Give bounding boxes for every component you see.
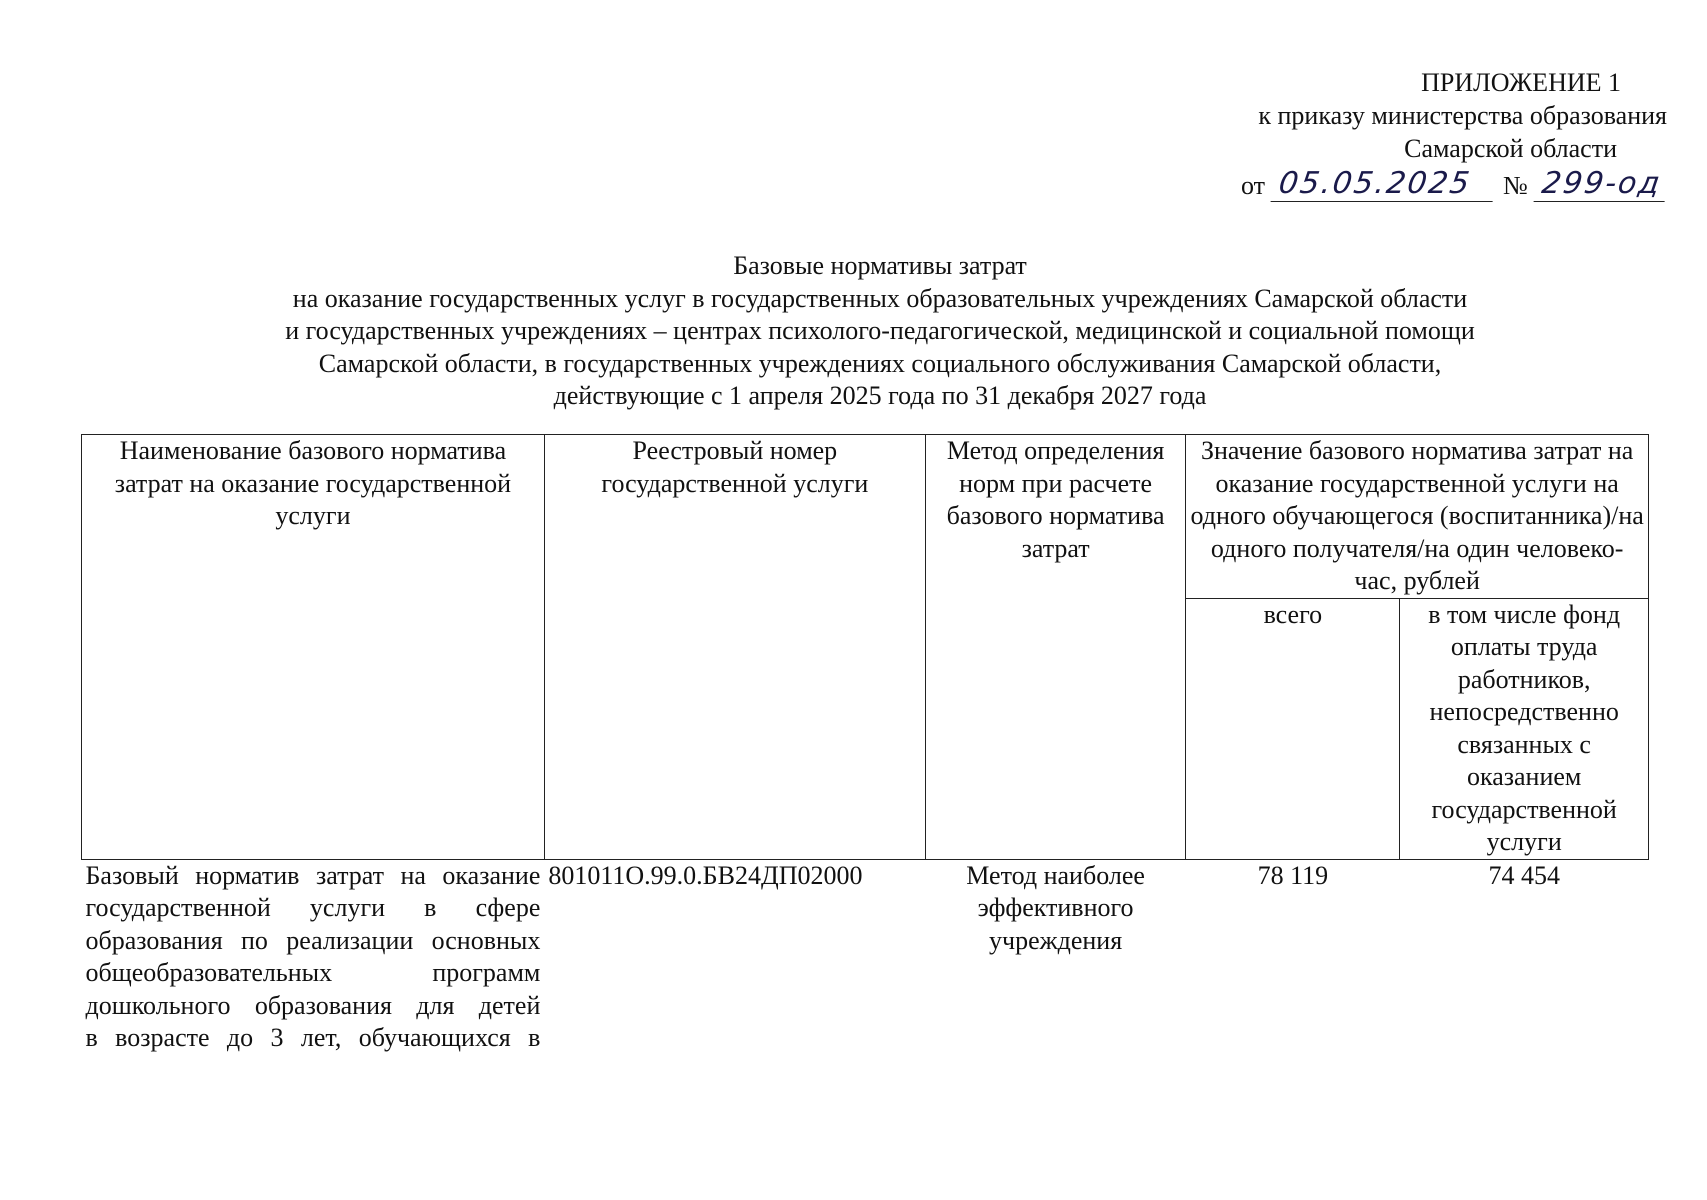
row-fot-cell: 74 454 xyxy=(1488,860,1560,890)
row-name-line: в возрасте до 3 лет, обучающихся в xyxy=(85,1023,541,1052)
title-line: Самарской области, в государственных учреждениях социального обслуживания Самарской области, xyxy=(318,348,1442,378)
header-registry: Реестровый номер государственной услуги xyxy=(544,435,925,860)
title-line: и государственных учреждениях – центрах психолого-педагогической, медицинской и социальной помощи xyxy=(285,316,1475,345)
header-value: Значение базового норматива затрат на оказание государственной услуги на одного обучающегося (воспитанника)/на одного получателя/на один человеко-час, рублей xyxy=(1186,435,1649,599)
row-name-line: общеобразовательных программ xyxy=(85,958,541,987)
row-name-line: образования по реализации основных xyxy=(85,925,541,955)
appendix-block xyxy=(1197,66,1667,202)
row-total-cell: 78 119 xyxy=(1257,860,1329,890)
appendix-title: ПРИЛОЖЕНИЕ 1 xyxy=(1421,68,1621,97)
norms-table xyxy=(81,434,1649,1055)
row-method-cell: Метод наиболее эффективного учреждения xyxy=(966,860,1145,955)
title-line: на оказание государственных услуг в государственных образовательных учреждениях Самарской области xyxy=(292,283,1468,313)
handwritten-number: 299-од xyxy=(1533,167,1669,202)
row-name-line: дошкольного образования для детей xyxy=(85,990,541,1020)
header-fot: в том числе фонд оплаты труда работников, непосредственно связанных с оказанием государственной услуги xyxy=(1400,598,1649,859)
header-total: всего xyxy=(1186,598,1400,859)
document-title xyxy=(120,250,1640,413)
appendix-order-line: к приказу министерства образования xyxy=(1258,101,1667,130)
appendix-region-line: Самарской области xyxy=(1404,134,1617,163)
header-name: Наименование базового норматива затрат на оказание государственной услуги xyxy=(82,435,545,860)
row-name-line: Базовый норматив затрат на оказание xyxy=(85,860,541,890)
from-label: от xyxy=(1240,171,1265,200)
header-method: Метод определения норм при расчете базового норматива затрат xyxy=(925,435,1185,860)
order-details xyxy=(1197,167,1667,202)
table-row xyxy=(82,859,1649,1055)
table-header-row xyxy=(82,435,1649,599)
title-line: действующие с 1 апреля 2025 года по 31 декабря 2027 года xyxy=(553,381,1207,410)
number-label: № xyxy=(1503,171,1528,200)
title-line: Базовые нормативы затрат xyxy=(733,251,1027,280)
row-name-cell xyxy=(82,859,545,1055)
row-name-line: государственной услуги в сфере xyxy=(85,893,541,922)
handwritten-date: 05.05.2025 xyxy=(1271,167,1498,202)
row-registry-cell: 801011О.99.0.БВ24ДП02000 xyxy=(548,860,863,890)
